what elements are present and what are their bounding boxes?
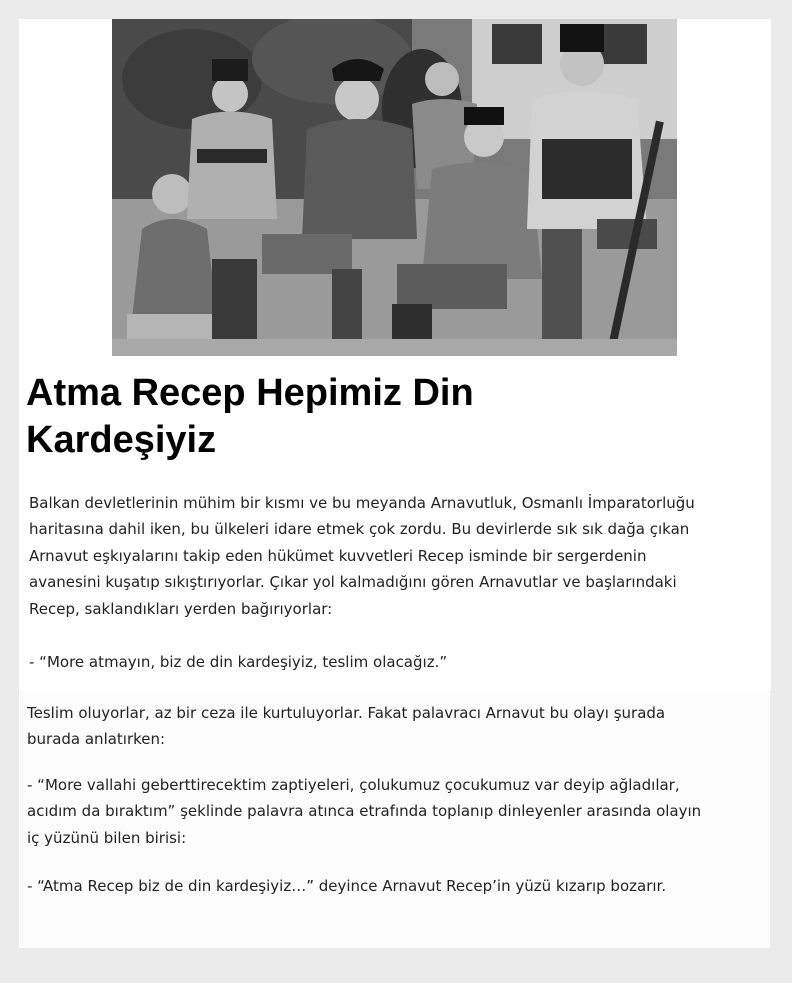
article-title-line: Atma Recep Hepimiz Din xyxy=(26,372,474,414)
paragraph-quote-boast xyxy=(27,772,762,851)
paragraph-line: avanesini kuşatıp sıkıştırıyorlar. Çıkar yol kalmadığını gören Arnavutlar ve başlarındaki xyxy=(29,573,677,592)
paragraph-line: iç yüzünü bilen birisi: xyxy=(27,828,187,847)
paragraph-line: - “More atmayın, biz de din kardeşiyiz, teslim olacağız.” xyxy=(29,653,448,671)
paragraph-line: Arnavut eşkıyalarını takip eden hükümet kuvvetleri Recep isminde bir sergerdenin xyxy=(29,546,647,565)
group-photo-image xyxy=(112,19,677,356)
paragraph-line: - “Atma Recep biz de din kardeşiyiz…” deyince Arnavut Recep’in yüzü kızarıp bozarır. xyxy=(27,877,667,895)
paragraph-line: - “More vallahi geberttirecektim zaptiyeleri, çolukumuz çocukumuz var deyip ağladılar, xyxy=(27,776,680,794)
paragraph-line: Teslim oluyorlar, az bir ceza ile kurtuluyorlar. Fakat palavracı Arnavut bu olayı şurada xyxy=(27,704,666,722)
paragraph-line: haritasına dahil iken, bu ülkeleri idare etmek çok zordu. Bu devirlerde sık sık dağa çıkan xyxy=(29,520,690,539)
paragraph-quote-surrender xyxy=(29,649,764,675)
article-title-line: Kardeşiyiz xyxy=(26,419,217,461)
paragraph-intro xyxy=(29,490,764,622)
article-photo xyxy=(112,19,677,356)
paragraph-line: Recep, saklandıkları yerden bağırıyorlar: xyxy=(29,599,333,618)
paragraph-narrative xyxy=(27,700,762,753)
paragraph-punchline xyxy=(27,873,762,899)
paragraph-line: acıdım da bıraktım” şeklinde palavra atınca etrafında toplanıp dinleyenler arasında olayın xyxy=(27,802,702,821)
paragraph-line: burada anlatırken: xyxy=(27,730,166,749)
article-title xyxy=(26,370,626,464)
paragraph-line: Balkan devletlerinin mühim bir kısmı ve bu meyanda Arnavutluk, Osmanlı İmparatorluğu xyxy=(29,494,695,512)
